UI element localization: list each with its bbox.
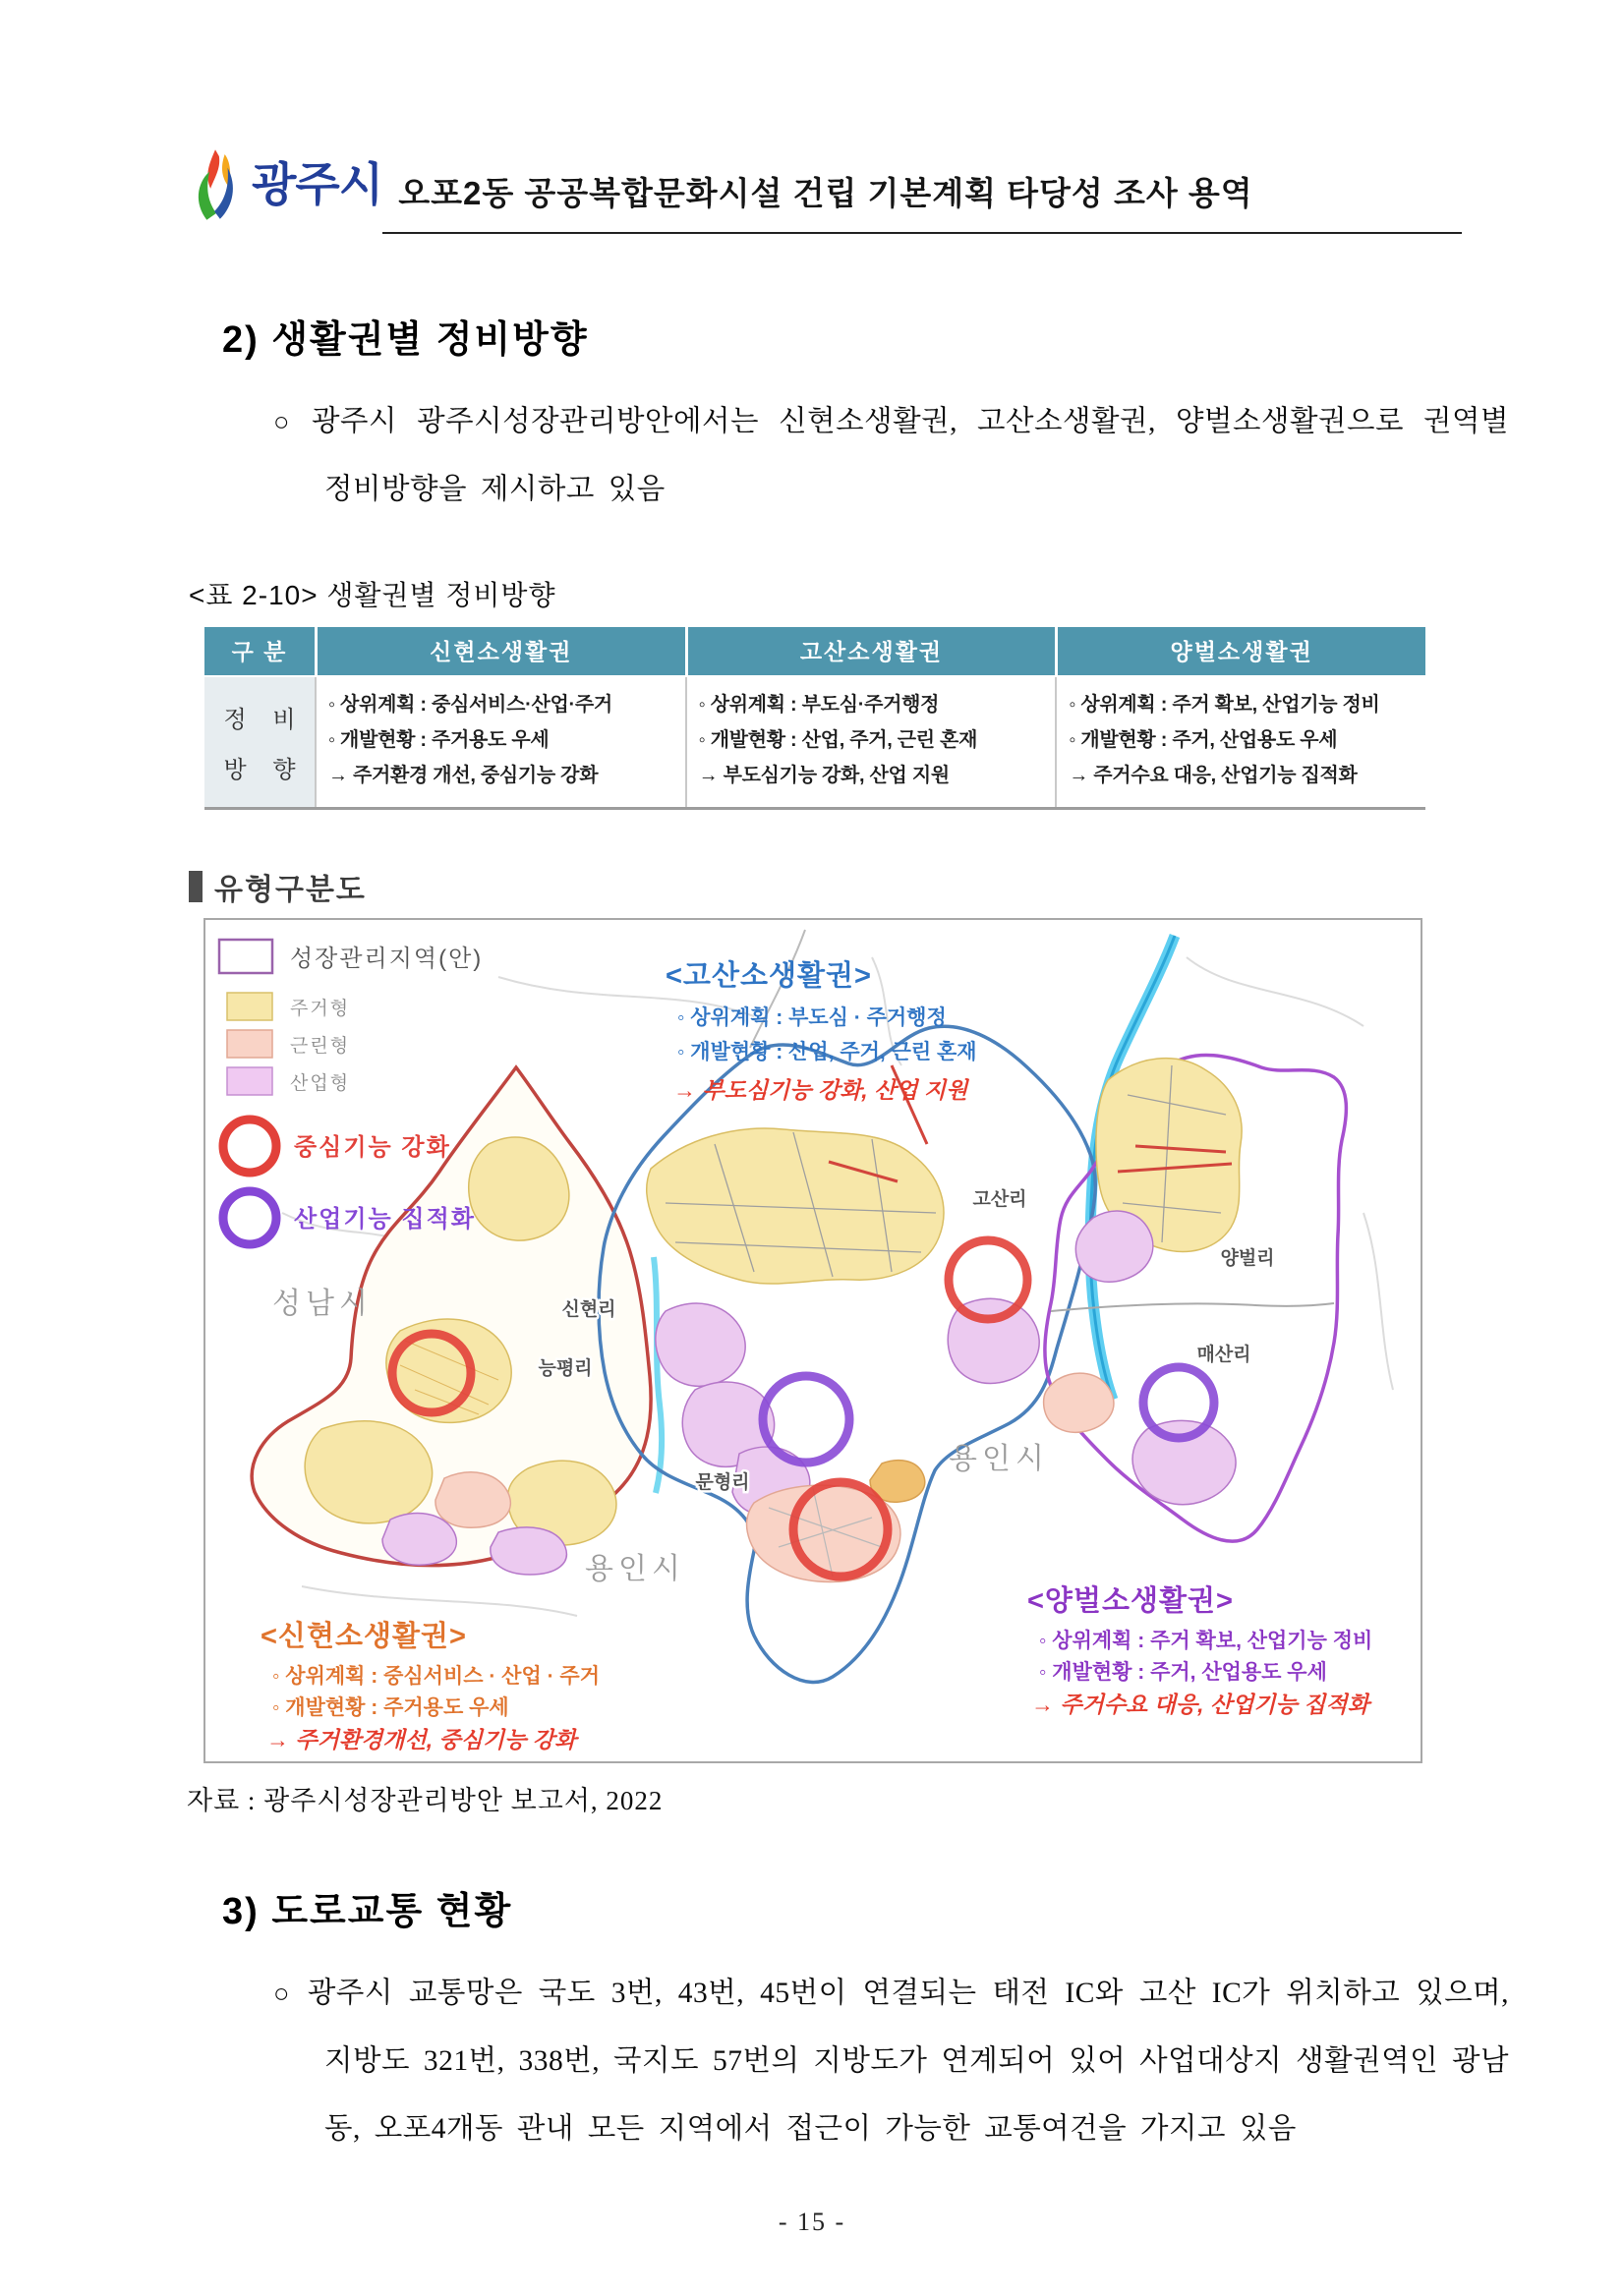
road-traffic-paragraph [273, 1960, 1509, 2164]
table-cell-yangbeol [1055, 677, 1425, 807]
living-zone-table [204, 627, 1425, 810]
cell-line: ◦ 개발현황 : 주거용도 우세 [328, 728, 550, 751]
living-zones-text: 광주시 광주시성장관리방안에서는 신현소생활권, 고산소생활권, 양벌소생활권으로 권역별 정비방향을 제시하고 있음 [312, 406, 1510, 506]
legend-zone-swatch [219, 940, 272, 973]
cell-line: → 부도심기능 강화, 산업 지원 [698, 764, 950, 786]
row-header-line: 방 향 [223, 756, 306, 783]
table-col-header: 양벌소생활권 [1058, 627, 1425, 675]
neighborhood-patch [435, 1472, 510, 1527]
gosan-annotation-plan: ◦ 상위계획 : 부도심 · 주거행정 [677, 1005, 947, 1029]
label-yongin-west: 용인시 [585, 1552, 685, 1585]
gosan-annotation-status: ◦ 개발현황 : 산업, 주거, 근린 혼재 [677, 1040, 977, 1063]
gosan-annotation-title: <고산소생활권> [666, 959, 872, 992]
sinhyeon-annotation-plan: ◦ 상위계획 : 중심서비스 · 산업 · 주거 [272, 1664, 600, 1688]
legend-residential-swatch [227, 993, 272, 1020]
label-gosan-ri: 고산리 [972, 1188, 1027, 1210]
neighborhood-patch [1044, 1373, 1114, 1432]
section-heading-living-zones: 2) 생활권별 정비방향 [222, 319, 589, 361]
living-zones-paragraph [273, 388, 1509, 525]
label-sinhyeon-ri: 신현리 [561, 1298, 616, 1320]
legend-industrial-label: 산업형 [290, 1072, 351, 1094]
bullet-circle-marker: ○ [273, 407, 297, 436]
cell-line: → 주거수요 대응, 산업기능 집적화 [1069, 764, 1358, 786]
table-cell-sinhyeon [315, 677, 685, 807]
table-col-header: 고산소생활권 [688, 627, 1056, 675]
map-heading-text: 유형구분도 [214, 873, 367, 906]
sinhyeon-annotation-title: <신현소생활권> [261, 1620, 467, 1652]
header-rule [382, 168, 1462, 234]
cell-line: → 주거환경 개선, 중심기능 강화 [328, 764, 599, 786]
table-caption: <표 2-10> 생활권별 정비방향 [189, 579, 556, 610]
legend-zone-label: 성장관리지역(안) [290, 945, 484, 972]
yangbeol-annotation-direction: → 주거수요 대응, 산업기능 집적화 [1031, 1691, 1369, 1717]
cell-line: ◦ 개발현황 : 주거, 산업용도 우세 [1069, 728, 1338, 751]
table-cell-gosan [685, 677, 1056, 807]
label-neungpyeong-ri: 능평리 [538, 1357, 593, 1379]
table-row-header [204, 677, 315, 807]
gwangju-swoosh-icon [187, 145, 244, 222]
cell-line: ◦ 상위계획 : 주거 확보, 산업기능 정비 [1069, 693, 1380, 716]
map-heading [189, 865, 1462, 908]
table-header-row [204, 627, 1425, 675]
cell-line: ◦ 상위계획 : 부도심·주거행정 [698, 693, 940, 716]
label-seongnam: 성남시 [272, 1287, 373, 1320]
logo-text: 광주시 [252, 157, 383, 210]
map-source-caption: 자료 : 광주시성장관리방안 보고서, 2022 [187, 1785, 664, 1815]
legend-industry-fn-label: 산업기능 집적화 [294, 1205, 476, 1233]
cell-line: ◦ 개발현황 : 산업, 주거, 근린 혼재 [698, 728, 978, 751]
gosan-urban-area [647, 1128, 944, 1284]
legend-industrial-swatch [227, 1067, 272, 1095]
page-number: - 15 - [778, 2208, 846, 2236]
row-header-line: 정 비 [223, 706, 306, 733]
cell-line: ◦ 상위계획 : 중심서비스·산업·주거 [328, 693, 612, 716]
legend-neighborhood-label: 근린형 [290, 1035, 351, 1057]
gwangju-logo [187, 145, 382, 234]
yangbeol-annotation-status: ◦ 개발현황 : 주거, 산업용도 우세 [1039, 1660, 1327, 1684]
page-header [187, 145, 1462, 234]
yangbeol-annotation-title: <양벌소생활권> [1027, 1584, 1234, 1617]
label-maesan-ri: 매산리 [1196, 1344, 1251, 1365]
label-yangbeol-ri: 양벌리 [1220, 1247, 1275, 1269]
label-yongin-east: 용인시 [949, 1442, 1049, 1475]
table-col-header: 구 분 [204, 627, 315, 675]
yangbeol-annotation-plan: ◦ 상위계획 : 주거 확보, 산업기능 정비 [1039, 1629, 1373, 1652]
legend-center-fn-label: 중심기능 강화 [294, 1133, 451, 1161]
sinhyeon-annotation-status: ◦ 개발현황 : 주거용도 우세 [272, 1695, 509, 1719]
zoning-map [203, 918, 1462, 1763]
table-body-row [204, 675, 1425, 807]
road-traffic-text: 광주시 교통망은 국도 3번, 43번, 45번이 연결되는 태전 IC와 고산 IC가 위치하고 있으며, 지방도 321번, 338번, 국지도 57번의 지방도가 연계되어 있어 사업대상지 생활권역인 광남동, 오포4개동 관내 모든 지역에서 접근이 가능한 교통여건을 가지고 있음 [307, 1977, 1509, 2146]
legend-residential-label: 주거형 [290, 998, 351, 1019]
section-heading-road-traffic: 3) 도로교통 현황 [222, 1890, 513, 1932]
sinhyeon-annotation-direction: → 주거환경개선, 중심기능 강화 [266, 1726, 577, 1752]
zoning-map-svg [203, 918, 1422, 1763]
gosan-annotation-direction: → 부도심기능 강화, 산업 지원 [673, 1076, 968, 1103]
legend-neighborhood-swatch [227, 1030, 272, 1058]
label-munhyeong-ri: 문형리 [695, 1471, 750, 1493]
document-title: 오포2동 공공복합문화시설 건립 기본계획 타당성 조사 용역 [398, 175, 1253, 211]
heading-bar-icon [189, 871, 203, 902]
table-col-header: 신현소생활권 [318, 627, 685, 675]
bullet-circle-marker: ○ [273, 1978, 292, 2008]
